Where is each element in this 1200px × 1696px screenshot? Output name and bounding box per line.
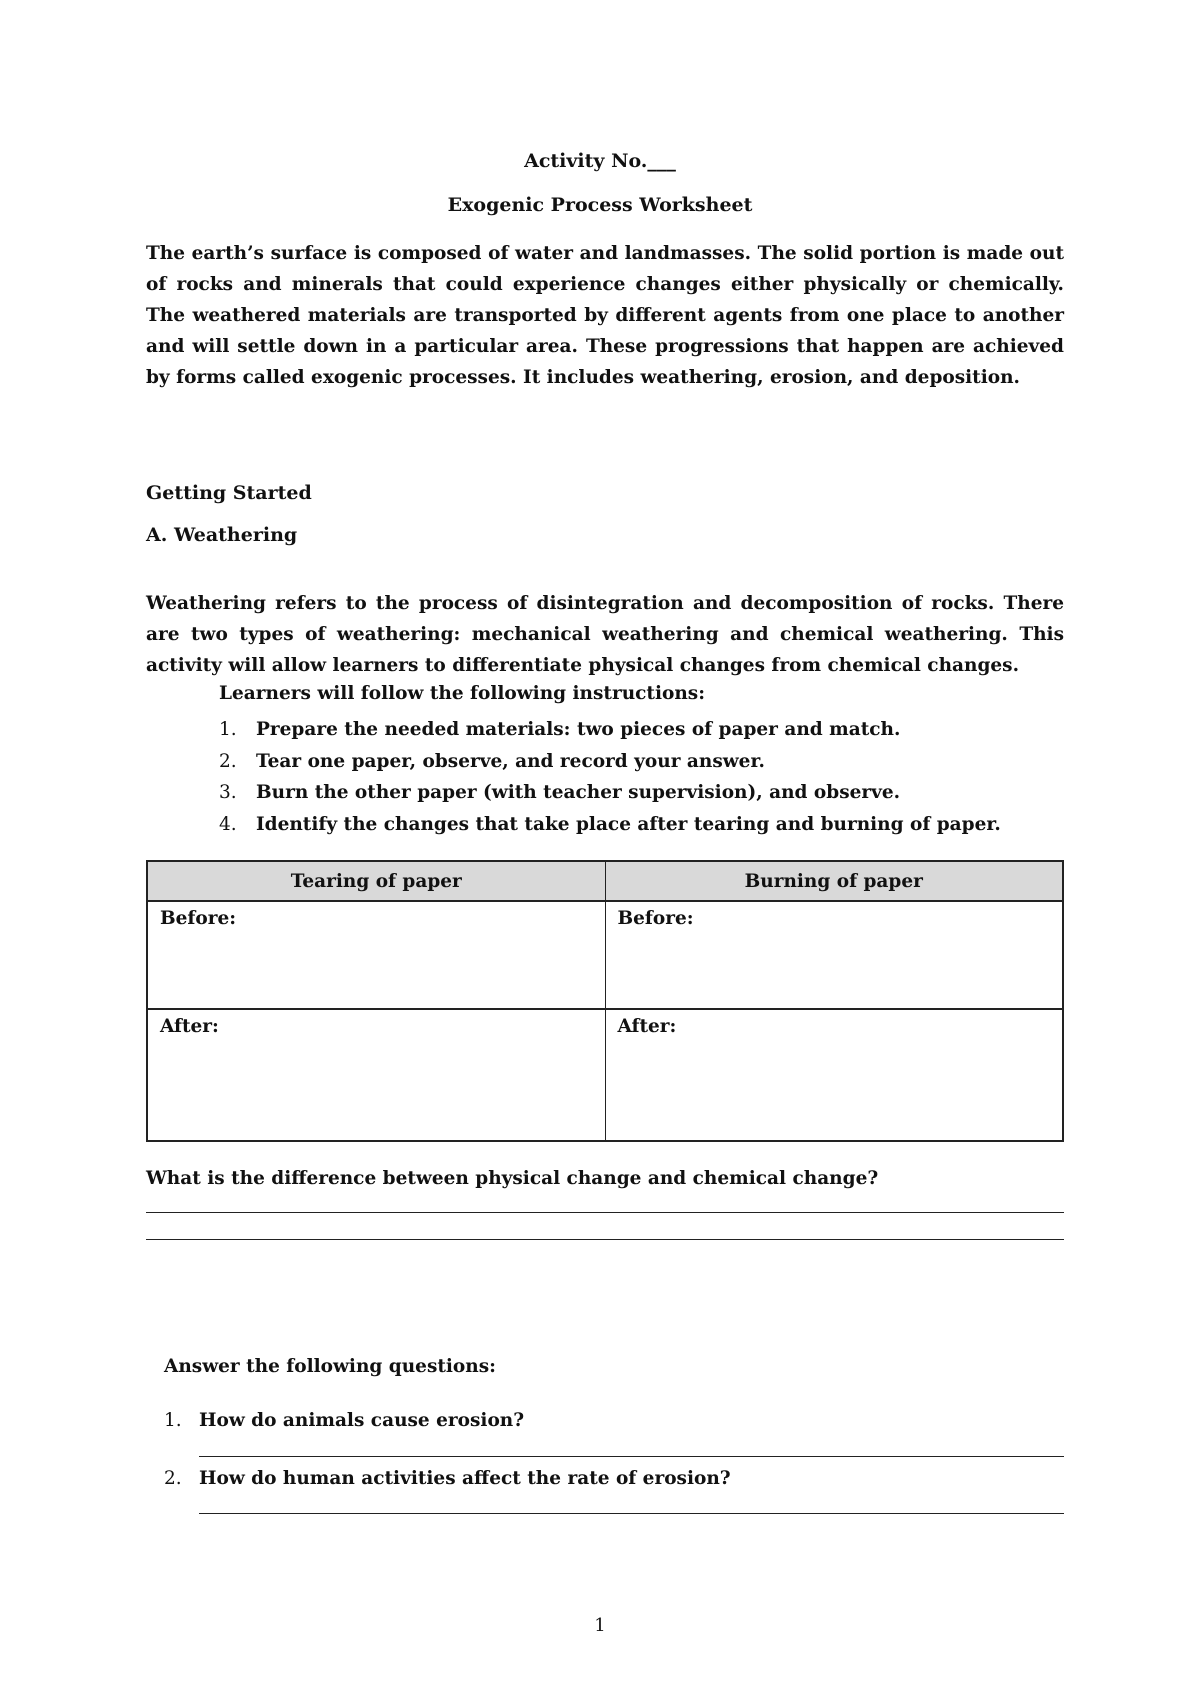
answer-line[interactable] [199, 1513, 1064, 1514]
intro-paragraph: The earth’s surface is composed of water and landmasses. The solid portion is made out of rocks and minerals that could experience changes either physically or chemically. The weathered materials are transported by different agents from one place to another and will settle down in a particular area. These progressions that happen are achieved by forms called exogenic processes. It includes weathering, erosion, and deposition. [146, 243, 1064, 388]
step-text: Burn the other paper (with teacher supervision), and observe. [256, 782, 901, 803]
step-number: 4. [219, 813, 237, 835]
answer-questions-lead: Answer the following questions: [164, 1356, 496, 1377]
instruction-step [219, 746, 1001, 778]
section-heading: Getting Started [146, 482, 312, 504]
cell-label: Before: [617, 908, 694, 929]
cell-label: After: [617, 1016, 677, 1037]
table-header-tearing: Tearing of paper [147, 861, 605, 901]
step-number: 1. [219, 719, 237, 740]
table-header-burning: Burning of paper [605, 861, 1063, 901]
burning-before-cell[interactable] [605, 901, 1063, 1009]
step-text: Identify the changes that take place after tearing and burning of paper. [256, 813, 1001, 835]
question-number: 1. [164, 1410, 182, 1431]
burning-after-cell[interactable] [605, 1009, 1063, 1141]
instruction-steps [219, 714, 1001, 840]
instruction-step [219, 809, 1001, 841]
step-text: Prepare the needed materials: two pieces of paper and match. [256, 719, 901, 740]
cell-label: After: [160, 1016, 219, 1037]
instruction-step [219, 777, 1001, 809]
observation-table [146, 860, 1064, 1142]
tearing-after-cell[interactable] [147, 1009, 605, 1141]
answer-line[interactable] [199, 1456, 1064, 1457]
cell-label: Before: [160, 908, 237, 929]
question-text: How do animals cause erosion? [199, 1410, 525, 1431]
instruction-step [219, 714, 1001, 746]
page-number: 1 [594, 1615, 606, 1636]
instructions-lead: Learners will follow the following instructions: [219, 683, 706, 704]
question-item [164, 1410, 524, 1431]
worksheet-title: Exogenic Process Worksheet [447, 194, 753, 216]
answer-line[interactable] [146, 1212, 1064, 1213]
question-text: How do human activities affect the rate of erosion? [199, 1468, 731, 1489]
answer-line[interactable] [146, 1239, 1064, 1240]
weathering-paragraph: Weathering refers to the process of disintegration and decomposition of rocks. There are two types of weathering: mechanical weathering and chemical weathering. This activity will allow learners to differentiate physical changes from chemical changes. [146, 593, 1064, 676]
tearing-before-cell[interactable] [147, 901, 605, 1009]
step-number: 2. [219, 750, 237, 772]
difference-question: What is the difference between physical change and chemical change? [146, 1168, 879, 1189]
activity-number-label: Activity No.___ [524, 150, 676, 172]
step-number: 3. [219, 782, 237, 803]
question-number: 2. [164, 1468, 182, 1489]
subsection-heading: A. Weathering [146, 524, 298, 546]
step-text: Tear one paper, observe, and record your answer. [256, 750, 765, 772]
question-item [164, 1468, 731, 1489]
